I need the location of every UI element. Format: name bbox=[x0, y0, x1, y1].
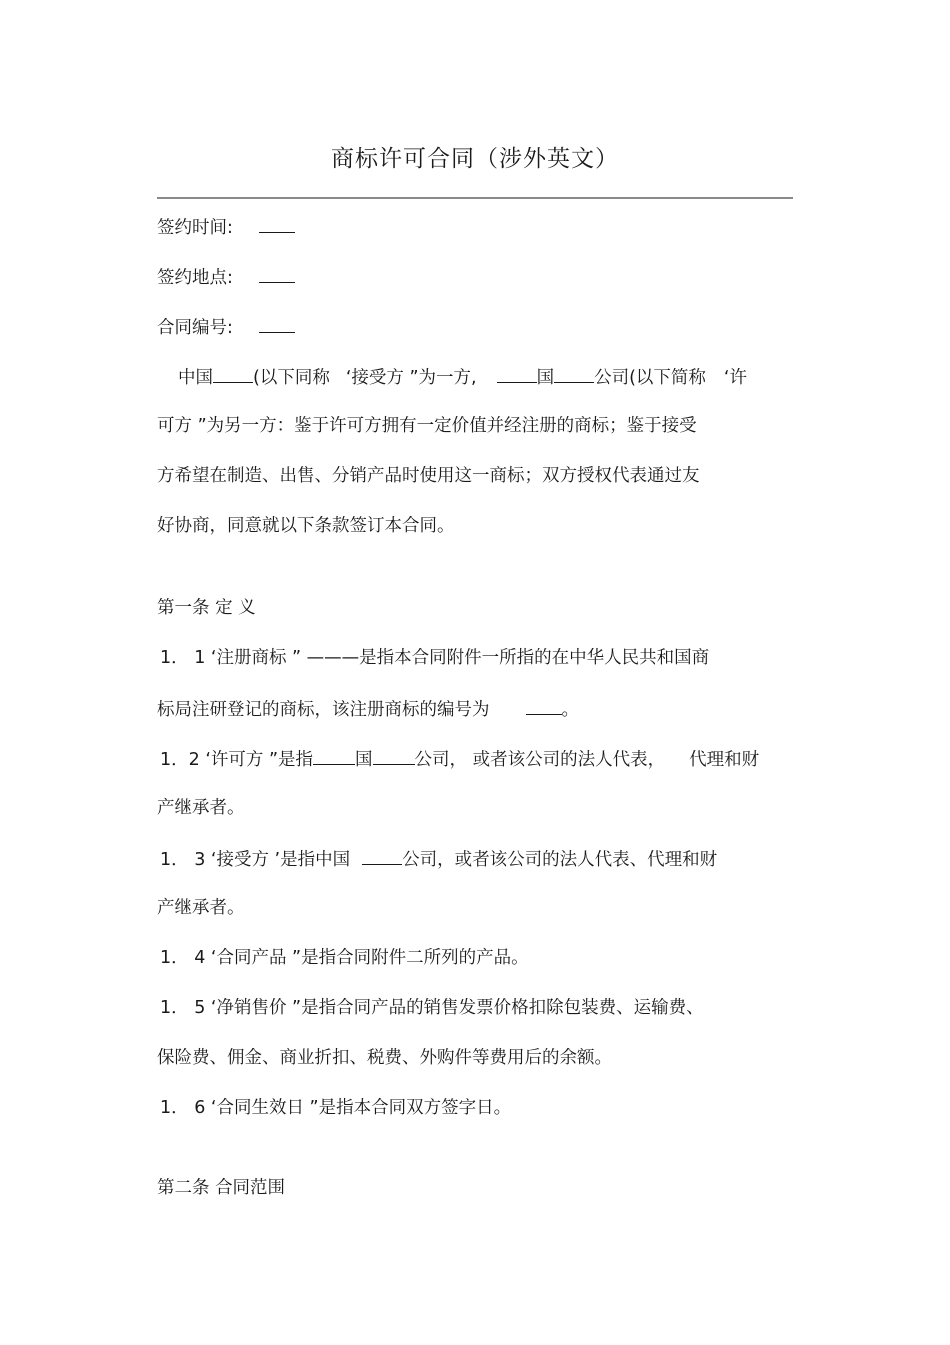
clause-1-5-line-1: 1． 5 ‘净销售价 ”是指合同产品的销售发票价格扣除包装费、运输费、 bbox=[160, 998, 704, 1018]
preamble-text: 国 bbox=[536, 368, 555, 388]
clause-1-1-line-1: 1． 1 ‘注册商标 ” ———是指本合同附件一所指的在中华人民共和国商 bbox=[160, 648, 710, 668]
preamble-line-4: 好协商，同意就以下条款签订本合同。 bbox=[157, 516, 455, 536]
licensor-country-blank-2[interactable] bbox=[313, 746, 355, 765]
title-divider bbox=[157, 197, 793, 199]
document-title: 商标许可合同（涉外英文） bbox=[331, 146, 619, 172]
contract-number-label: 合同编号: bbox=[157, 318, 233, 338]
preamble-line-2: 可方 ”为另一方：鉴于许可方拥有一定价值并经注册的商标；鉴于接受 bbox=[157, 416, 697, 436]
clause-1-3-line-1 bbox=[160, 846, 717, 872]
signing-place-label: 签约地点: bbox=[157, 268, 233, 288]
licensor-company-blank[interactable] bbox=[554, 364, 594, 383]
preamble-line-3: 方希望在制造、出售、分销产品时使用这一商标；双方授权代表通过友 bbox=[157, 466, 700, 486]
contract-number-blank[interactable] bbox=[259, 314, 295, 333]
clause-text: 标局注研登记的商标，该注册商标的编号为 bbox=[157, 700, 490, 720]
clause-1-6: 1． 6 ‘合同生效日 ”是指本合同双方签字日。 bbox=[160, 1098, 512, 1118]
clause-1-2-line-1 bbox=[160, 746, 759, 772]
signing-place-blank[interactable] bbox=[259, 264, 295, 283]
clause-1-2-line-2: 产继承者。 bbox=[157, 798, 245, 818]
licensor-company-blank-2[interactable] bbox=[373, 746, 415, 765]
clause-text: 代理和财 bbox=[689, 750, 760, 770]
preamble-text: ‘许 bbox=[723, 368, 747, 388]
clause-1-4: 1． 4 ‘合同产品 ”是指合同附件二所列的产品。 bbox=[160, 948, 529, 968]
acceptor-name-blank[interactable] bbox=[213, 364, 253, 383]
signing-place-row bbox=[157, 264, 295, 290]
preamble-text: (以下同称 bbox=[253, 368, 330, 388]
clause-text: 1．2 ‘许可方 ”是指 bbox=[160, 750, 314, 770]
clause-1-3-line-2: 产继承者。 bbox=[157, 898, 245, 918]
article-2-heading: 第二条 合同范围 bbox=[157, 1178, 286, 1198]
clause-text: 公司， 或者该公司的法人代表， bbox=[414, 750, 666, 770]
preamble-text: 公司(以下简称 bbox=[594, 368, 706, 388]
clause-1-1-line-2 bbox=[157, 696, 579, 722]
contract-number-row bbox=[157, 314, 295, 340]
preamble-text: ‘接受方 ”为一方, bbox=[345, 368, 477, 388]
acceptor-company-blank[interactable] bbox=[362, 846, 402, 865]
licensor-country-blank[interactable] bbox=[497, 364, 537, 383]
clause-text: 1． 3 ‘接受方 ’是指中国 bbox=[160, 850, 351, 870]
clause-1-5-line-2: 保险费、佣金、商业折扣、税费、外购件等费用后的余额。 bbox=[157, 1048, 612, 1068]
signing-time-label: 签约时间: bbox=[157, 218, 233, 238]
signing-time-row bbox=[157, 214, 295, 240]
clause-text: 。 bbox=[561, 700, 579, 720]
clause-text: 公司，或者该公司的法人代表、代理和财 bbox=[402, 850, 718, 870]
clause-text: 国 bbox=[355, 750, 373, 770]
preamble-text: 中国 bbox=[178, 368, 213, 388]
trademark-number-blank[interactable] bbox=[526, 696, 562, 715]
signing-time-blank[interactable] bbox=[259, 214, 295, 233]
article-1-heading: 第一条 定 义 bbox=[157, 598, 256, 618]
preamble-line-1 bbox=[178, 364, 747, 390]
